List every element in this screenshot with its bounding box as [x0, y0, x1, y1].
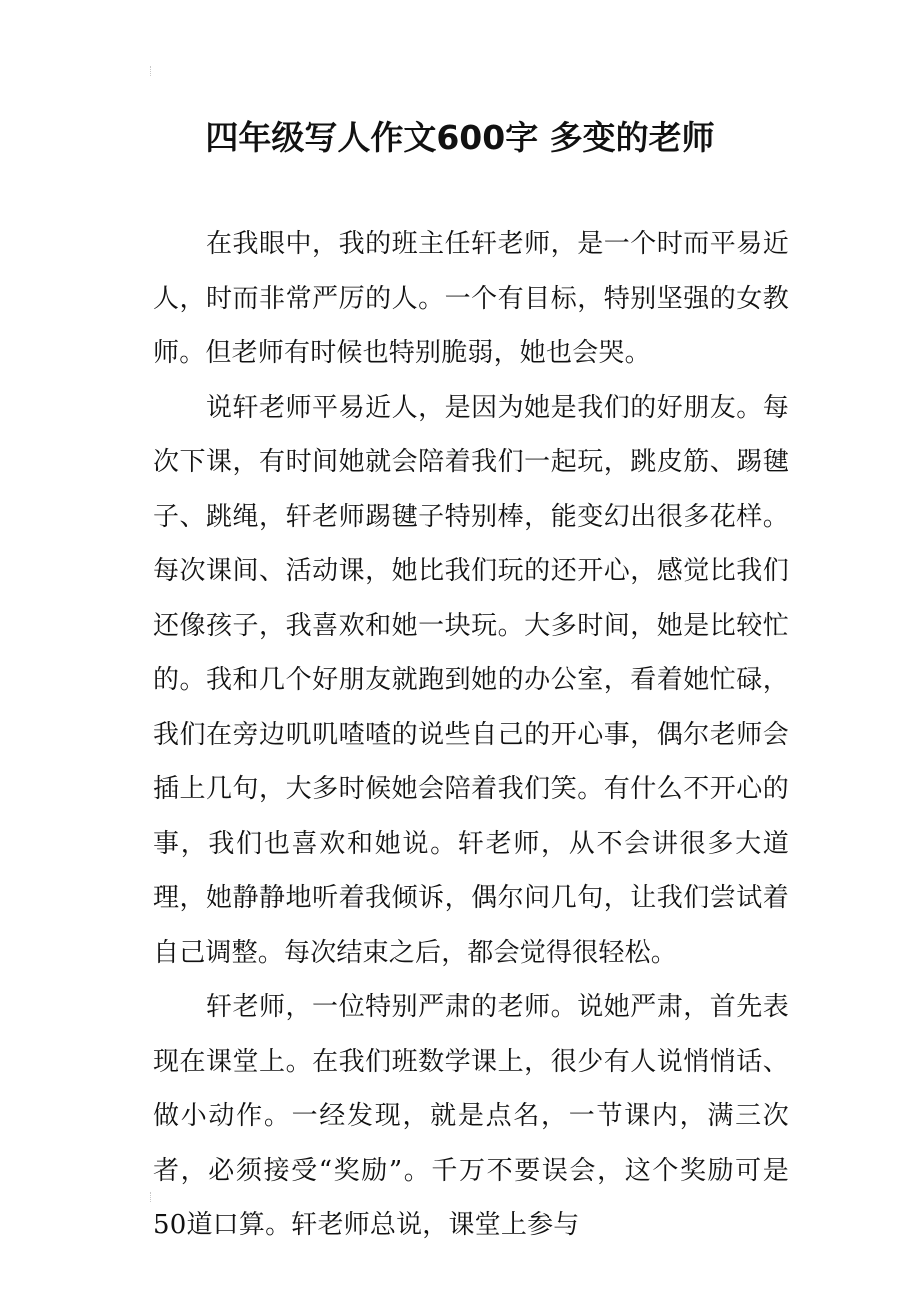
page-title: 四年级写人作文600字 多变的老师: [205, 118, 715, 157]
paragraph-2: 说轩老师平易近人，是因为她是我们的好朋友。每次下课，有时间她就会陪着我们一起玩，跳皮筋、踢毽子、跳绳，轩老师踢毽子特别棒，能变幻出很多花样。每次课间、活动课，她比我们玩的还开心，感觉比我们还像孩子，我喜欢和她一块玩。大多时间，她是比较忙的。我和几个好朋友就跑到她的办公室，看着她忙碌，我们在旁边叽叽喳喳的说些自己的开心事，偶尔老师会插上几句，大多时候她会陪着我们笑。有什么不开心的事，我们也喜欢和她说。轩老师，从不会讲很多大道理，她静静地听着我倾诉，偶尔问几句，让我们尝试着自己调整。每次结束之后，都会觉得很轻松。: [153, 392, 789, 968]
corner-crop-mark: [150, 66, 157, 76]
paragraph-3: 轩老师，一位特别严肃的老师。说她严肃，首先表现在课堂上。在我们班数学课上，很少有人说悄悄话、做小动作。一经发现，就是点名，一节课内，满三次者，必须接受“奖励”。千万不要误会，这个奖励可是50道口算。轩老师总说，课堂上参与: [153, 992, 789, 1240]
essay-body: [153, 217, 789, 1253]
corner-crop-mark: [150, 1192, 157, 1202]
paragraph-1: 在我眼中，我的班主任轩老师，是一个时而平易近人，时而非常严厉的人。一个有目标，特别坚强的女教师。但老师有时候也特别脆弱，她也会哭。: [153, 229, 789, 368]
